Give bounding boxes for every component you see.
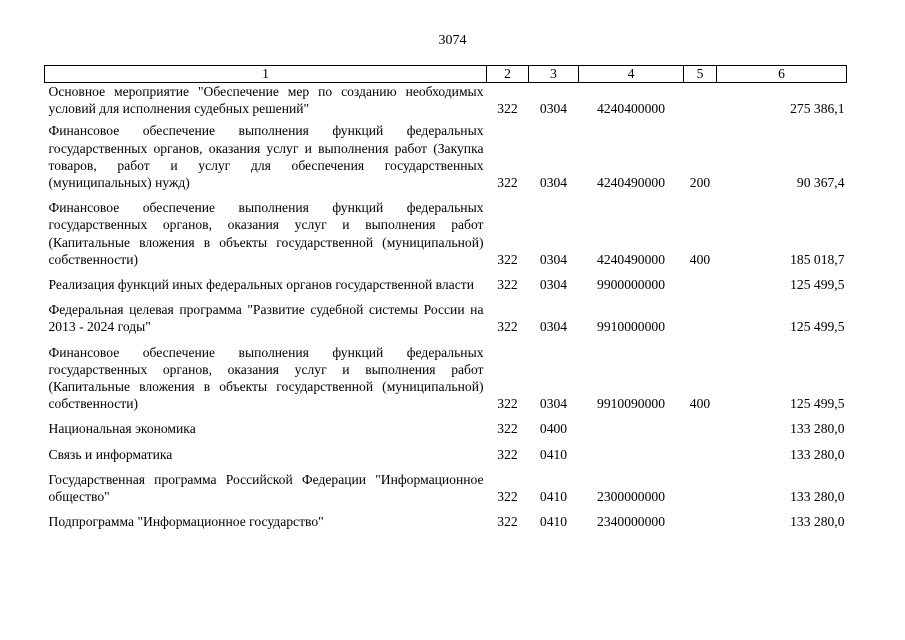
table-row [45,513,847,538]
table-row [45,83,847,123]
row-expense-type: 400 [689,396,711,412]
row-section-code: 0400 [539,421,568,437]
row-expense-type: 200 [689,175,711,191]
row-name: Национальная экономика [48,421,196,437]
row-amount: 185 018,7 [790,251,845,267]
row-expense-type [684,446,717,471]
column-header-6: 6 [717,66,847,83]
row-name: Финансовое обеспечение выполнения функций федеральных государственных органов, оказания услуг и выполнения работ (Капитальные вложения в объекты государственной (муниципальной) собственности) [48,344,484,412]
table-row [45,122,847,199]
row-ministry-code: 322 [497,277,518,293]
page-number: 3074 [438,33,467,48]
row-amount: 125 499,5 [790,319,845,335]
column-header-2: 2 [487,66,529,83]
row-ministry-code: 322 [497,489,518,505]
table-row [45,471,847,513]
row-target-code [579,420,684,445]
table-row [45,301,847,343]
row-name: Финансовое обеспечение выполнения функций федеральных государственных органов, оказания услуг и выполнения работ (Капитальные вложения в объекты государственной (муниципальной) собственности) [48,200,484,267]
row-name: Финансовое обеспечение выполнения функций федеральных государственных органов, оказания услуг и выполнения работ (Закупка товаров, работ и услуг для обеспечения государственных (муниципальных) нужд) [48,123,484,191]
row-target-code: 4240490000 [597,175,665,191]
row-section-code: 0410 [539,446,568,462]
row-expense-type [684,513,717,538]
row-ministry-code: 322 [497,446,518,462]
row-name: Подпрограмма "Информационное государство" [48,514,324,530]
row-ministry-code: 322 [497,175,518,191]
row-expense-type [684,471,717,513]
row-section-code: 0410 [539,489,568,505]
row-section-code: 0304 [539,101,568,117]
row-target-code [579,446,684,471]
row-name: Федеральная целевая программа "Развитие судебной системы России на 2013 - 2024 годы" [48,302,484,335]
row-target-code: 4240490000 [597,251,665,267]
table-header-row [45,66,847,83]
row-section-code: 0304 [539,319,568,335]
row-target-code: 2340000000 [597,514,665,530]
row-expense-type [684,301,717,343]
row-expense-type [684,276,717,301]
row-amount: 275 386,1 [790,101,845,117]
row-name: Основное мероприятие "Обеспечение мер по созданию необходимых условий для исполнения судебных решений" [48,84,484,117]
table-row [45,199,847,276]
row-expense-type [684,420,717,445]
row-name: Реализация функций иных федеральных органов государственной власти [48,277,474,293]
row-target-code: 9910000000 [597,319,665,335]
row-name: Государственная программа Российской Федерации "Информационное общество" [48,471,484,505]
row-section-code: 0410 [539,514,568,530]
row-amount: 125 499,5 [790,396,845,412]
row-ministry-code: 322 [497,319,518,335]
row-ministry-code: 322 [497,251,518,267]
row-ministry-code: 322 [497,421,518,437]
row-amount: 133 280,0 [790,489,845,505]
column-header-3: 3 [529,66,579,83]
table-row [45,344,847,421]
row-ministry-code: 322 [497,514,518,530]
table-row [45,420,847,445]
column-header-5: 5 [684,66,717,83]
row-name: Связь и информатика [48,446,173,462]
row-expense-type: 400 [689,251,711,267]
row-target-code: 9900000000 [597,277,665,293]
row-ministry-code: 322 [497,396,518,412]
row-amount: 133 280,0 [790,514,845,530]
row-target-code: 2300000000 [597,489,665,505]
row-expense-type [684,83,717,123]
row-amount: 133 280,0 [790,446,845,462]
row-section-code: 0304 [539,175,568,191]
column-header-1: 1 [45,66,487,83]
table-row [45,446,847,471]
row-amount: 125 499,5 [790,277,845,293]
column-header-4: 4 [579,66,684,83]
budget-table [44,65,847,538]
row-section-code: 0304 [539,277,568,293]
row-ministry-code: 322 [497,101,518,117]
row-section-code: 0304 [539,396,568,412]
row-amount: 133 280,0 [790,421,845,437]
row-target-code: 9910090000 [597,396,665,412]
row-amount: 90 367,4 [796,175,845,191]
table-row [45,276,847,301]
row-section-code: 0304 [539,251,568,267]
row-target-code: 4240400000 [597,101,665,117]
